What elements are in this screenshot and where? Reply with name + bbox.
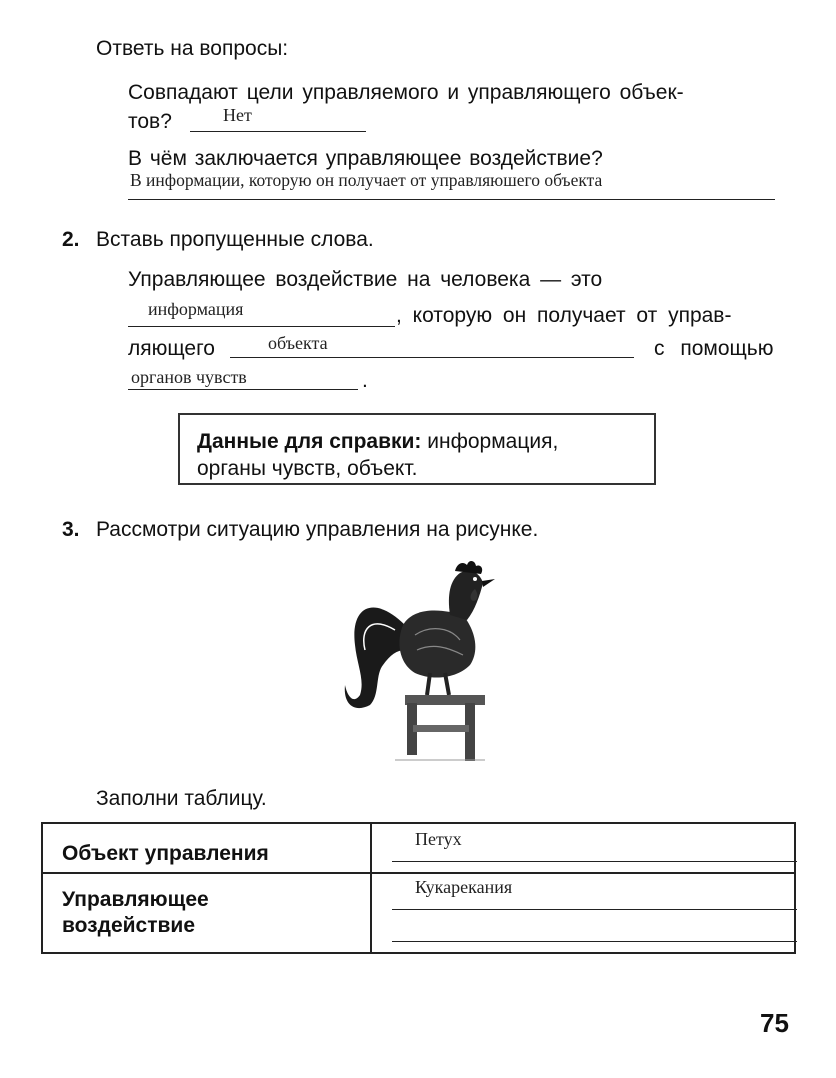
q2-line3-start: ляющего [128, 337, 215, 360]
reference-box [178, 413, 656, 485]
q3-title: Рассмотри ситуацию управления на рисунке. [96, 518, 539, 541]
q2-title: Вставь пропущенные слова. [96, 228, 374, 251]
table-row [42, 873, 795, 953]
q2-blank1-answer: информация [148, 299, 244, 319]
table-row [42, 823, 795, 873]
row-label-object: Объект управления [42, 823, 371, 873]
q3-number: 3. [62, 518, 80, 541]
answer-line-a [190, 131, 366, 132]
reference-words-2: органы чувств, объект. [197, 457, 418, 480]
answer-line-b [128, 199, 775, 200]
q2-line1: Управляющее воздействие на человека — это [128, 268, 603, 291]
answer-cell-influence [371, 873, 795, 953]
q2-number: 2. [62, 228, 80, 251]
q1-answer-a: Нет [223, 105, 252, 125]
answer-object: Петух [415, 829, 462, 849]
blank2-line [230, 357, 634, 358]
q2-line3-end: с помощью [654, 337, 774, 360]
answer-line-influence-1 [392, 909, 797, 910]
row-label-influence: Управляющее воздействие [42, 873, 371, 953]
answer-line-object [392, 861, 797, 862]
q1-question-b: В чём заключается управляющее воздействие? [128, 147, 603, 170]
answer-line-influence-2 [392, 941, 797, 942]
reference-words-1: информация, [427, 430, 559, 453]
q2-period: . [362, 369, 368, 392]
answer-influence: Кукарекания [415, 877, 513, 897]
blank3-line [128, 389, 358, 390]
rooster-illustration [335, 555, 500, 765]
page-number: 75 [760, 1008, 789, 1038]
q1-question-a-line2: тов? [128, 110, 172, 133]
q1-question-a-line1: Совпадают цели управляемого и управляющего объек- [128, 81, 684, 104]
q2-blank3-answer: органов чувств [131, 367, 247, 387]
q2-blank2-answer: объекта [268, 333, 328, 353]
reference-label: Данные для справки: [197, 430, 422, 453]
blank1-line [128, 326, 395, 327]
answer-cell-object [371, 823, 795, 873]
q1-intro: Ответь на вопросы: [96, 37, 289, 60]
reference-line1 [197, 429, 558, 455]
control-table [41, 822, 796, 954]
q2-line2-text: , которую он получает от управ- [396, 304, 732, 327]
q3-table-intro: Заполни таблицу. [96, 787, 267, 810]
q1-answer-b: В информации, которую он получает от управляюшего объекта [130, 170, 603, 190]
